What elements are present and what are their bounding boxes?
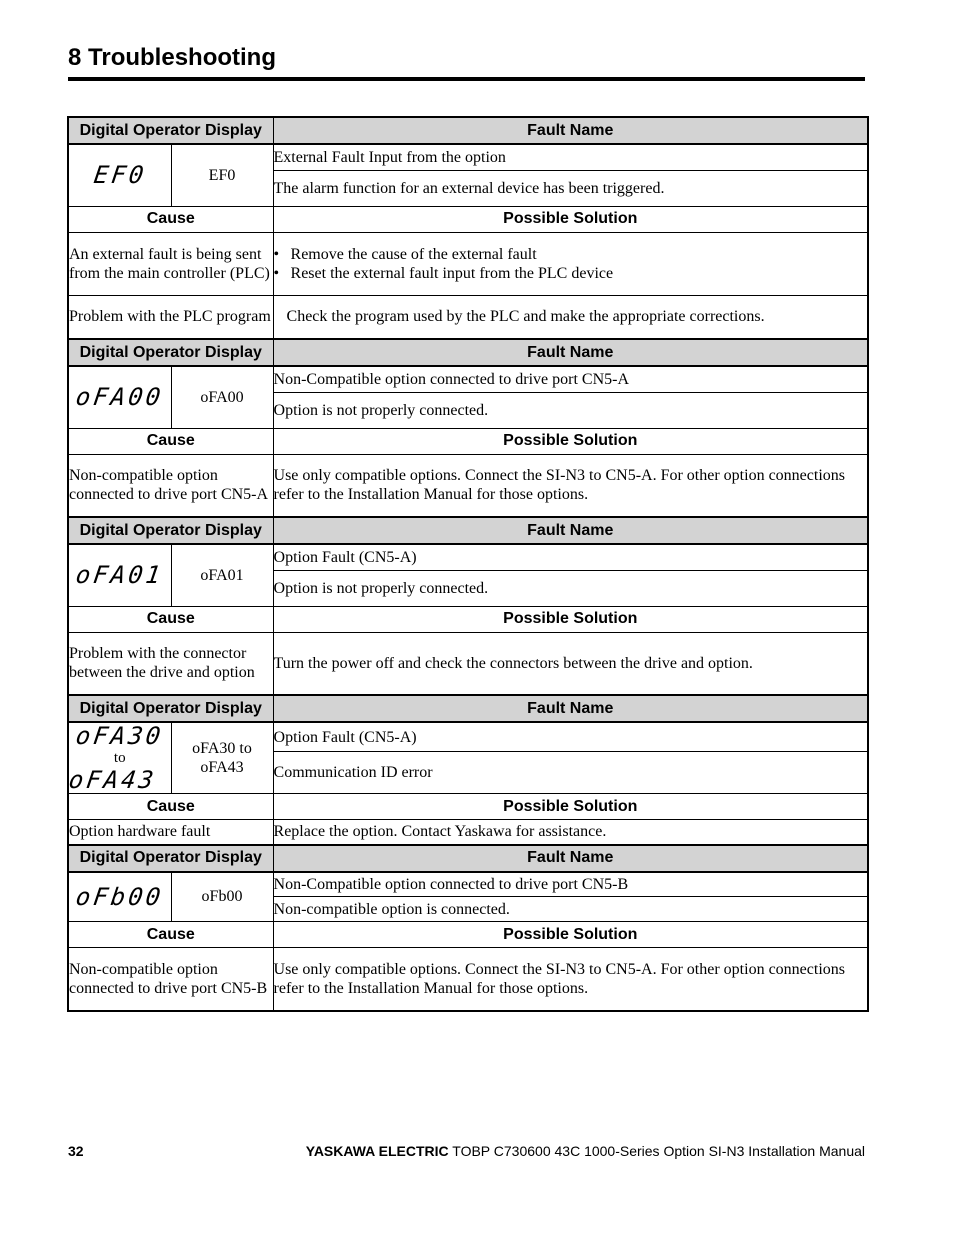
display-header: Digital Operator Display — [68, 517, 273, 544]
cause-text: Non-compatible option connected to drive port CN5-A — [68, 454, 273, 517]
table-row — [68, 366, 868, 392]
subheader-row — [68, 206, 868, 232]
solution-header: Possible Solution — [273, 606, 868, 632]
cause-text: An external fault is being sent from the main controller (PLC) — [68, 232, 273, 295]
cause-header: Cause — [68, 922, 273, 948]
fault-description: The alarm function for an external device has been triggered. — [273, 170, 868, 206]
document-title: TOBP C730600 43C 1000-Series Option SI-N3 Installation Manual — [448, 1143, 865, 1159]
subheader-row — [68, 794, 868, 820]
cause-header: Cause — [68, 206, 273, 232]
document-footer — [306, 1142, 865, 1160]
fault-name: External Fault Input from the option — [273, 144, 868, 170]
cause-text: Non-compatible option connected to drive port CN5-B — [68, 948, 273, 1011]
fault-code: EF0 — [171, 144, 273, 206]
cause-header: Cause — [68, 606, 273, 632]
segment-display-text: oFb00 — [74, 882, 166, 911]
display-header: Digital Operator Display — [68, 117, 273, 144]
fault-name-header: Fault Name — [273, 339, 868, 366]
subheader-row — [68, 922, 868, 948]
fault-name: Option Fault (CN5-A) — [273, 544, 868, 570]
cause-header: Cause — [68, 428, 273, 454]
solution-header: Possible Solution — [273, 206, 868, 232]
table-row — [68, 295, 868, 339]
table-row — [68, 544, 868, 570]
fault-code: oFb00 — [171, 872, 273, 922]
table-row — [68, 948, 868, 1011]
table-header-row — [68, 517, 868, 544]
fault-name: Non-Compatible option connected to drive port CN5-B — [273, 872, 868, 897]
fault-description: Option is not properly connected. — [273, 570, 868, 606]
operator-display — [68, 144, 171, 206]
segment-display-text: oFA01 — [74, 561, 166, 590]
display-header: Digital Operator Display — [68, 339, 273, 366]
solution-bullet: • Reset the external fault input from the PLC device — [274, 264, 868, 283]
cause-text: Problem with the PLC program — [68, 295, 273, 339]
cause-header: Cause — [68, 794, 273, 820]
solution-text: Check the program used by the PLC and make the appropriate corrections. — [273, 295, 868, 339]
solution-text: Use only compatible options. Connect the SI-N3 to CN5-A. For other option connections refer to the Installation Manual for those options. — [273, 948, 868, 1011]
table-row — [68, 144, 868, 170]
fault-name: Non-Compatible option connected to drive port CN5-A — [273, 366, 868, 392]
fault-table — [67, 116, 869, 1012]
table-header-row — [68, 339, 868, 366]
fault-code: oFA30 to oFA43 — [171, 722, 273, 794]
fault-code: oFA00 — [171, 366, 273, 428]
fault-name-header: Fault Name — [273, 517, 868, 544]
cause-text: Option hardware fault — [68, 820, 273, 845]
solution-text: Turn the power off and check the connectors between the drive and option. — [273, 632, 868, 695]
table-row — [68, 820, 868, 845]
table-row — [68, 454, 868, 517]
operator-display — [68, 722, 171, 794]
subheader-row — [68, 606, 868, 632]
table-header-row — [68, 117, 868, 144]
fault-description: Option is not properly connected. — [273, 392, 868, 428]
display-header: Digital Operator Display — [68, 845, 273, 872]
operator-display — [68, 366, 171, 428]
fault-name: Option Fault (CN5-A) — [273, 722, 868, 752]
display-header: Digital Operator Display — [68, 695, 273, 722]
fault-name-header: Fault Name — [273, 695, 868, 722]
table-header-row — [68, 695, 868, 722]
table-header-row — [68, 845, 868, 872]
solution-header: Possible Solution — [273, 428, 868, 454]
subheader-row — [68, 428, 868, 454]
fault-code: oFA01 — [171, 544, 273, 606]
page-number: 32 — [68, 1143, 84, 1159]
solution-text: Use only compatible options. Connect the SI-N3 to CN5-A. For other option connections refer to the Installation Manual for those options. — [273, 454, 868, 517]
chapter-title: 8 Troubleshooting — [68, 44, 276, 71]
fault-description: Non-compatible option is connected. — [273, 897, 868, 922]
fault-description: Communication ID error — [273, 752, 868, 794]
segment-display-text: EF0 — [91, 161, 148, 190]
brand-name: YASKAWA ELECTRIC — [305, 1143, 449, 1159]
solution-text — [273, 232, 868, 295]
table-row — [68, 632, 868, 695]
title-rule — [68, 77, 865, 81]
fault-name-header: Fault Name — [273, 117, 868, 144]
range-word: to — [113, 750, 126, 766]
solution-header: Possible Solution — [273, 922, 868, 948]
table-row — [68, 872, 868, 897]
solution-bullet: • Remove the cause of the external fault — [274, 245, 868, 264]
table-row — [68, 722, 868, 752]
solution-text: Replace the option. Contact Yaskawa for assistance. — [273, 820, 868, 845]
segment-display-text: oFA30 — [74, 722, 166, 750]
fault-name-header: Fault Name — [273, 845, 868, 872]
segment-display-text: oFA43 — [67, 766, 159, 794]
table-row — [68, 232, 868, 295]
cause-text: Problem with the connector between the drive and option — [68, 632, 273, 695]
operator-display — [68, 872, 171, 922]
solution-header: Possible Solution — [273, 794, 868, 820]
operator-display — [68, 544, 171, 606]
segment-display-text: oFA00 — [74, 383, 166, 412]
